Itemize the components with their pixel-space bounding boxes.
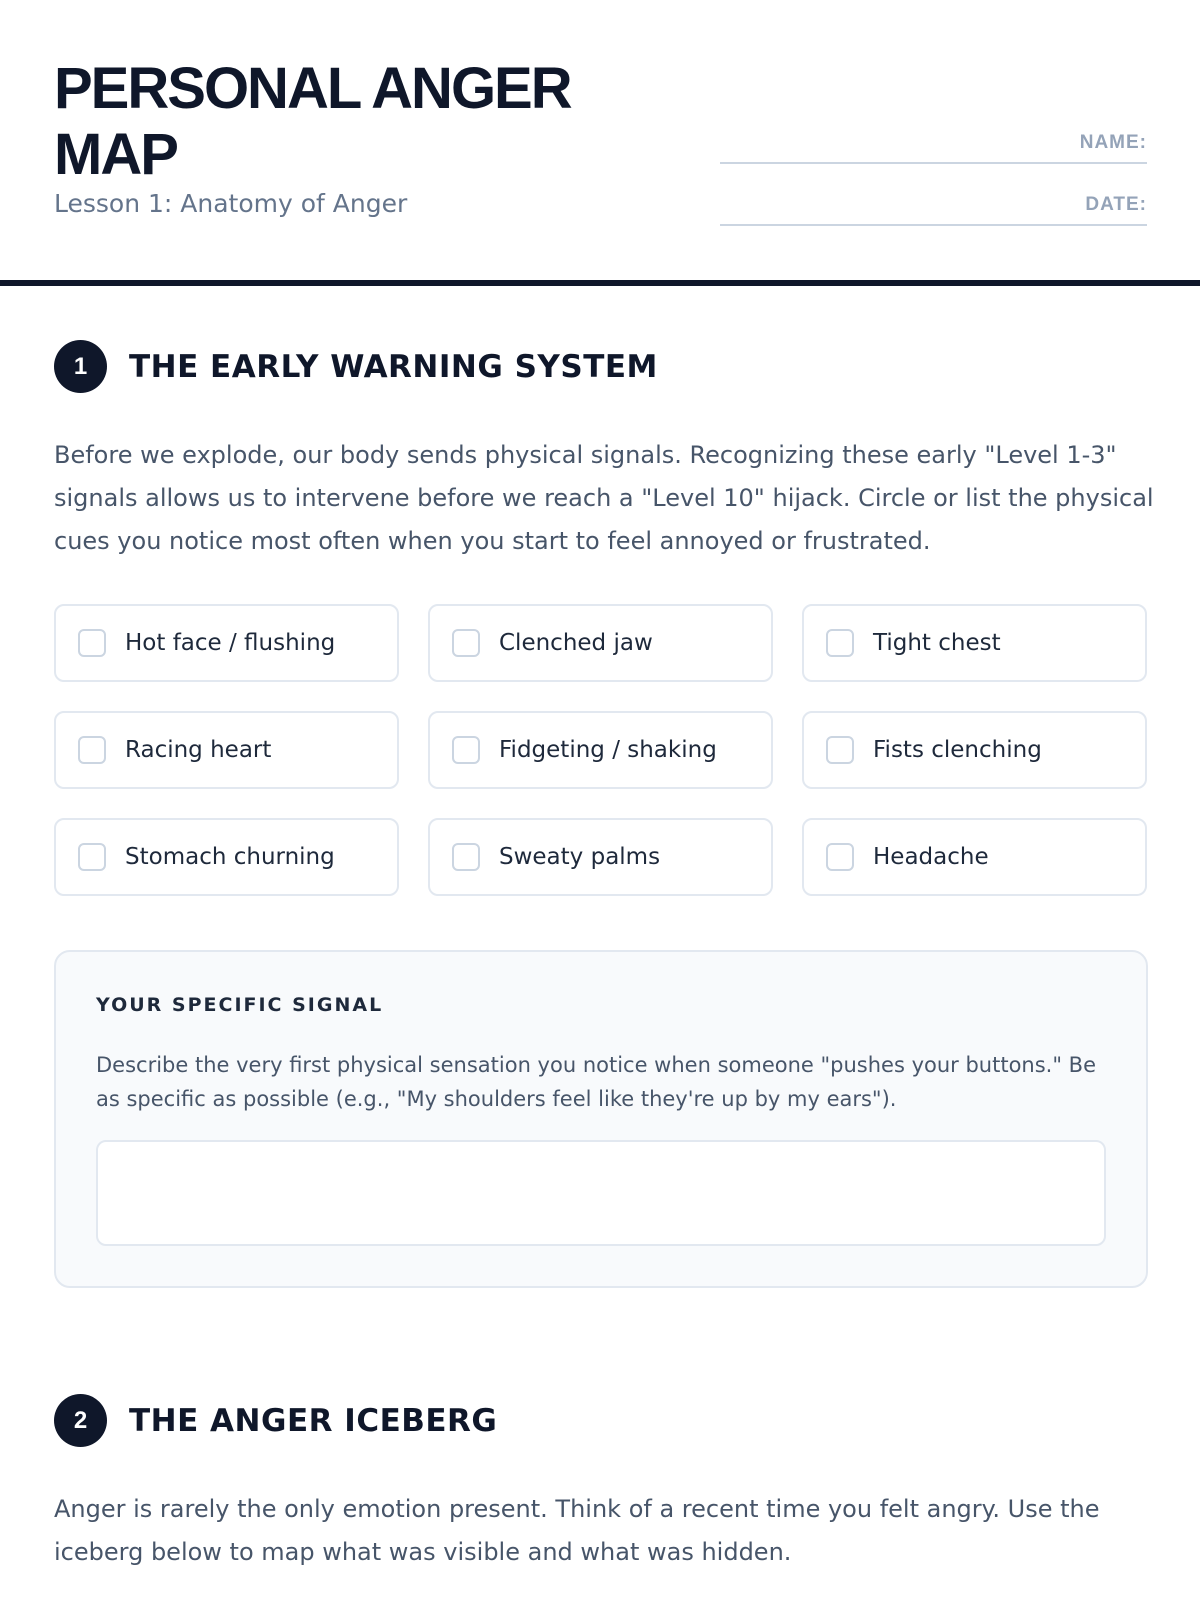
section-title: THE EARLY WARNING SYSTEM bbox=[129, 348, 658, 385]
signal-option[interactable] bbox=[802, 818, 1147, 896]
specific-signal-panel bbox=[54, 950, 1148, 1288]
signal-label: Stomach churning bbox=[125, 844, 335, 870]
date-label: DATE: bbox=[1085, 194, 1147, 215]
checkbox[interactable] bbox=[452, 736, 480, 764]
checkbox[interactable] bbox=[78, 736, 106, 764]
warning-signs-grid bbox=[54, 604, 1148, 896]
signal-option[interactable] bbox=[802, 604, 1147, 682]
checkbox[interactable] bbox=[78, 629, 106, 657]
signal-option[interactable] bbox=[428, 711, 773, 789]
signal-label: Hot face / flushing bbox=[125, 630, 336, 656]
section-2-intro: Anger is rarely the only emotion present. Think of a recent time you felt angry. Use the iceberg below to map what was visible and what was hidden. bbox=[54, 1495, 1100, 1566]
date-field[interactable] bbox=[720, 196, 1147, 226]
signal-label: Clenched jaw bbox=[499, 630, 653, 656]
signal-label: Tight chest bbox=[873, 630, 1001, 656]
section-number-badge: 2 bbox=[54, 1394, 107, 1447]
lesson-subtitle: Lesson 1: Anatomy of Anger bbox=[54, 189, 408, 218]
signal-option[interactable] bbox=[428, 604, 773, 682]
signal-label: Headache bbox=[873, 844, 989, 870]
name-label: NAME: bbox=[1079, 132, 1147, 153]
section-number-badge: 1 bbox=[54, 340, 107, 393]
name-field[interactable] bbox=[720, 134, 1147, 164]
signal-option[interactable] bbox=[54, 711, 399, 789]
worksheet-header bbox=[0, 0, 1200, 286]
specific-signal-description: Describe the very first physical sensation you notice when someone "pushes your buttons." Be as specific as possible (e.g., "My shoulders feel like they're up by my ears"). bbox=[96, 1053, 1097, 1111]
page-title: PERSONAL ANGER MAP bbox=[54, 56, 571, 187]
checkbox[interactable] bbox=[78, 843, 106, 871]
signal-option[interactable] bbox=[802, 711, 1147, 789]
signal-label: Fidgeting / shaking bbox=[499, 737, 717, 763]
section-title: THE ANGER ICEBERG bbox=[129, 1402, 498, 1439]
signal-option[interactable] bbox=[54, 818, 399, 896]
signal-label: Fists clenching bbox=[873, 737, 1042, 763]
signal-label: Sweaty palms bbox=[499, 844, 661, 870]
checkbox[interactable] bbox=[452, 843, 480, 871]
specific-signal-input[interactable] bbox=[96, 1140, 1106, 1246]
signal-label: Racing heart bbox=[125, 737, 272, 763]
specific-signal-heading: YOUR SPECIFIC SIGNAL bbox=[96, 994, 384, 1016]
signal-option[interactable] bbox=[54, 604, 399, 682]
checkbox[interactable] bbox=[452, 629, 480, 657]
section-1-heading bbox=[54, 340, 658, 393]
section-1-intro: Before we explode, our body sends physical signals. Recognizing these early "Level 1-3" signals allows us to intervene before we reach a "Level 10" hijack. Circle or list the physical cues you notice most often when you start to feel annoyed or frustrated. bbox=[54, 441, 1154, 555]
section-2-heading bbox=[54, 1394, 497, 1447]
checkbox[interactable] bbox=[826, 629, 854, 657]
signal-option[interactable] bbox=[428, 818, 773, 896]
checkbox[interactable] bbox=[826, 736, 854, 764]
checkbox[interactable] bbox=[826, 843, 854, 871]
